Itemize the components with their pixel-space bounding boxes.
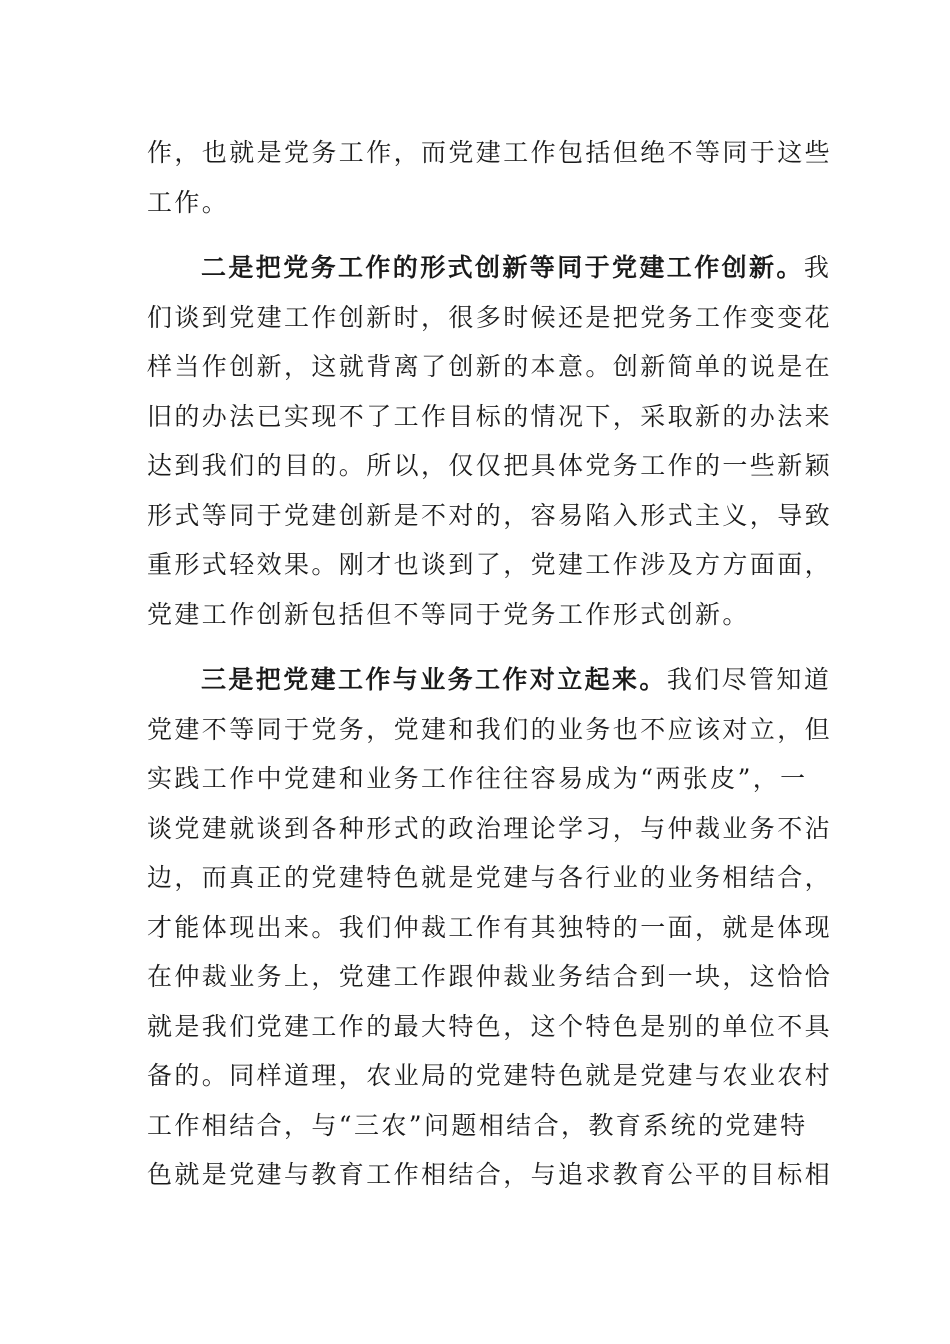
paragraph-3-line-4: 谈党建就谈到各种形式的政治理论学习，与仲裁业务不沾: [147, 813, 833, 843]
paragraph-2-line-1: [147, 243, 832, 293]
paragraph-gap: [147, 227, 783, 243]
paragraph-gap: [147, 639, 783, 655]
paragraph-2-lead: 二是把党务工作的形式创新等同于党建工作创新。: [201, 253, 804, 282]
paragraph-2-line-2: 们谈到党建工作创新时，很多时候还是把党务工作变变花: [147, 302, 833, 332]
paragraph-3-line-6: 才能体现出来。我们仲裁工作有其独特的一面，就是体现: [147, 912, 833, 942]
paragraph-2-line-3: 样当作创新，这就背离了创新的本意。创新简单的说是在: [147, 352, 833, 381]
paragraph-2-line-4: 旧的办法已实现不了工作目标的情况下，采取新的办法来: [147, 401, 833, 431]
paragraph-3-lead: 三是把党建工作与业务工作对立起来。: [201, 665, 667, 694]
paragraph-1-line-2: 工作。: [147, 187, 230, 217]
paragraph-2-line-8: 党建工作创新包括但不等同于党务工作形式创新。: [147, 599, 750, 629]
paragraph-3-line-2: 党建不等同于党务，党建和我们的业务也不应该对立，但: [147, 714, 833, 744]
paragraph-3-line-7: 在仲裁业务上，党建工作跟仲裁业务结合到一块，这恰恰: [147, 962, 833, 991]
paragraph-2-line-7: 重形式轻效果。刚才也谈到了，党建工作涉及方方面面，: [147, 550, 833, 579]
paragraph-3-line-1: [147, 655, 832, 705]
paragraph-3-line-5: 边，而真正的党建特色就是党建与各行业的业务相结合，: [147, 863, 833, 892]
paragraph-3-line-3: 实践工作中党建和业务工作往往容易成为“两张皮”，一: [147, 764, 808, 793]
paragraph-2-line-6: 形式等同于党建创新是不对的，容易陷入形式主义，导致: [147, 500, 833, 530]
paragraph-3-line-8: 就是我们党建工作的最大特色，这个特色是别的单位不具: [147, 1011, 833, 1041]
paragraph-3-line-10: 工作相结合，与“三农”问题相结合，教育系统的党建特: [147, 1110, 808, 1140]
paragraph-2-line-1-rest: 我: [803, 253, 832, 282]
paragraph-1-line-1: 作，也就是党务工作，而党建工作包括但绝不等同于这些: [147, 138, 833, 167]
paragraph-3-line-9: 备的。同样道理，农业局的党建特色就是党建与农业农村: [147, 1061, 833, 1090]
paragraph-2-line-5: 达到我们的目的。所以，仅仅把具体党务工作的一些新颖: [147, 451, 833, 480]
document-body: [147, 128, 833, 1200]
paragraph-3-line-11: 色就是党建与教育工作相结合，与追求教育公平的目标相: [147, 1160, 833, 1189]
paragraph-3-line-1-rest: 我们尽管知道: [666, 665, 832, 694]
